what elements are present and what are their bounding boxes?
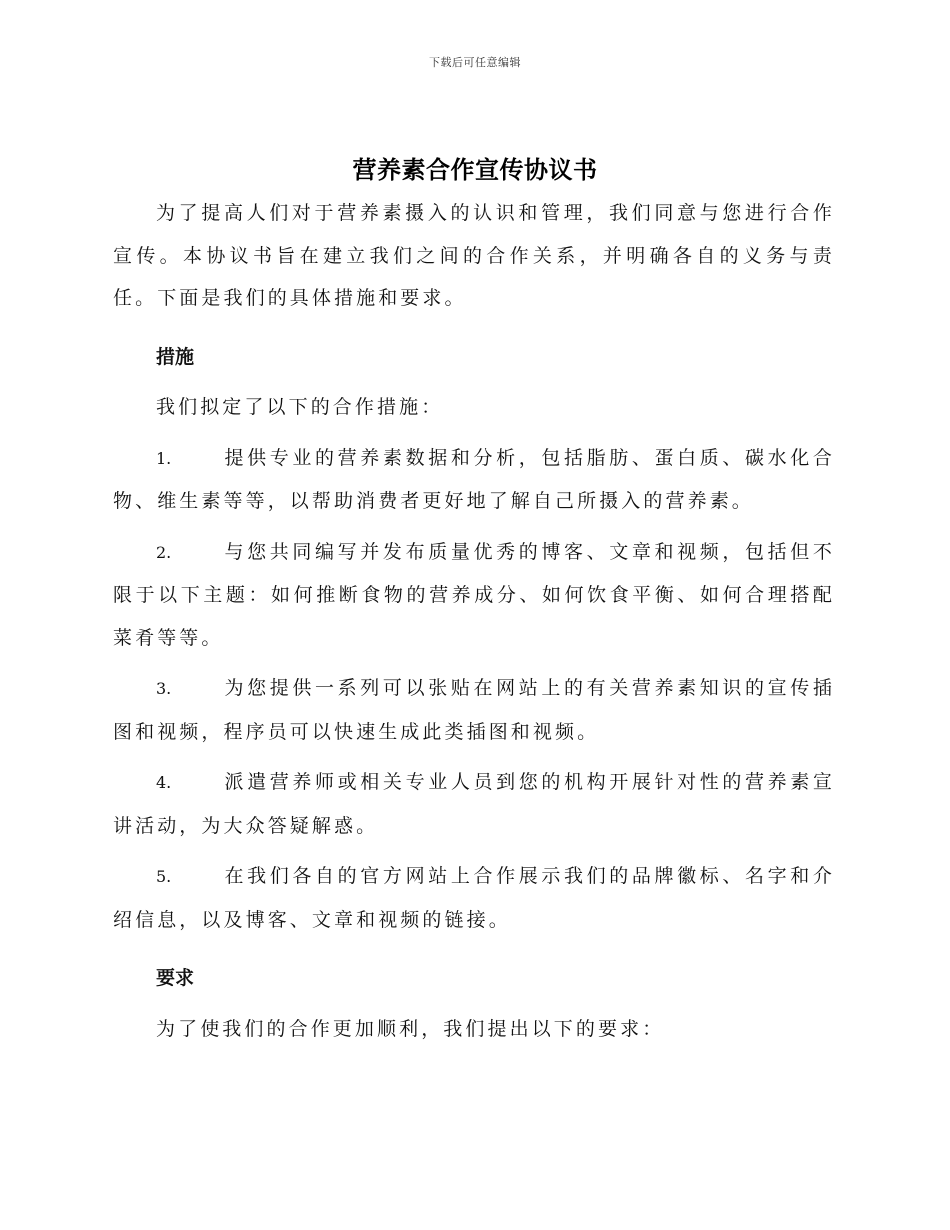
list-number: 4. (156, 773, 172, 792)
section-heading-measures: 措施 (156, 345, 195, 368)
list-item (113, 855, 835, 941)
requirements-lead: 为了使我们的合作更加顺利，我们提出以下的要求： (156, 1017, 665, 1040)
list-item (113, 667, 835, 753)
list-number: 3. (156, 679, 172, 698)
list-item (113, 531, 835, 660)
intro-paragraph: 为了提高人们对于营养素摄入的认识和管理，我们同意与您进行合作宣传。本协议书旨在建立我们之间的合作关系，并明确各自的义务与责任。下面是我们的具体措施和要求。 (113, 202, 835, 309)
document-title: 营养素合作宣传协议书 (352, 156, 598, 184)
list-number: 2. (156, 542, 172, 562)
measures-lead: 我们拟定了以下的合作措施： (156, 396, 444, 418)
list-text: 为您提供一系列可以张贴在网站上的有关营养素知识的宣传插图和视频，程序员可以快速生成此类插图和视频。 (113, 677, 835, 743)
list-text: 在我们各自的官方网站上合作展示我们的品牌徽标、名字和介绍信息，以及博客、文章和视频的链接。 (113, 865, 835, 931)
list-text: 提供专业的营养素数据和分析，包括脂肪、蛋白质、碳水化合物、维生素等等，以帮助消费者更好地了解自己所摄入的营养素。 (113, 446, 835, 512)
list-item (113, 437, 835, 523)
list-number: 5. (156, 867, 172, 886)
section-heading-requirements: 要求 (156, 967, 195, 989)
header-note: 下载后可任意编辑 (429, 56, 521, 69)
list-number: 1. (156, 448, 172, 468)
document-body (113, 192, 835, 1050)
list-text: 派遣营养师或相关专业人员到您的机构开展针对性的营养素宣讲活动，为大众答疑解惑。 (113, 771, 835, 837)
list-item (113, 761, 835, 847)
list-text: 与您共同编写并发布质量优秀的博客、文章和视频，包括但不限于以下主题：如何推断食物的营养成分、如何饮食平衡、如何合理搭配菜肴等等。 (113, 540, 835, 649)
